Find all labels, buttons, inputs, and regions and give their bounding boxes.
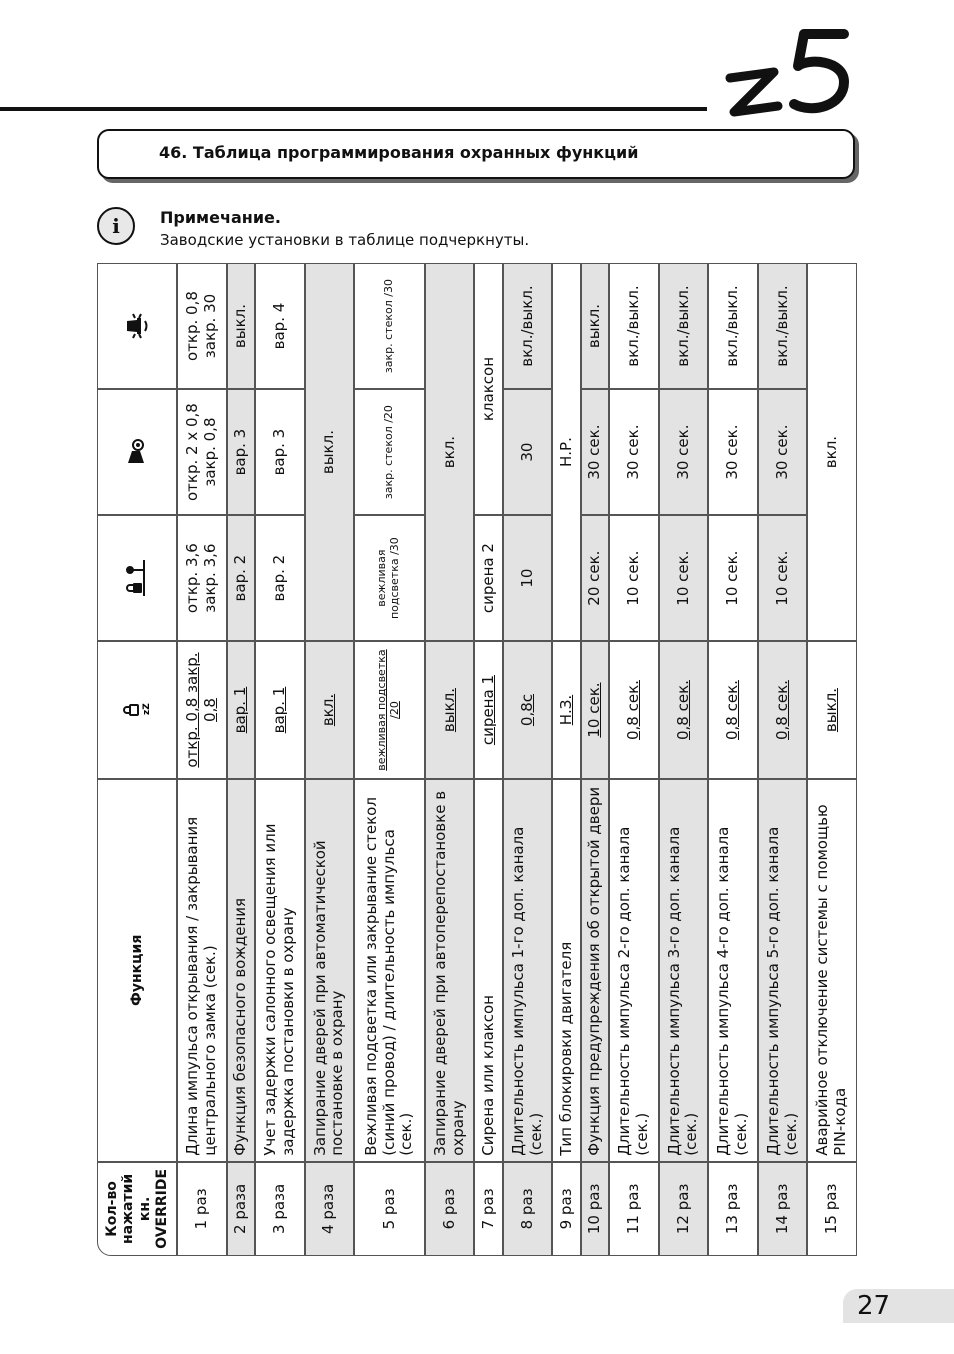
row-value: 30 сек. <box>758 389 808 515</box>
table-row <box>659 263 709 1256</box>
note-title: Примечание. <box>160 208 281 227</box>
row-value: вежливая подсветка /30 <box>354 515 425 641</box>
section-title: 46. Таблица программирования охранных функций <box>159 143 639 162</box>
info-icon: i <box>97 207 135 245</box>
row-count: 10 раз <box>581 1162 609 1256</box>
row-value: вкл./выкл. <box>708 263 758 389</box>
header-count: Кол-во нажатий кн. OVERRIDE <box>97 1162 177 1256</box>
row-value: откр. 3,6 закр. 3,6 <box>177 515 227 641</box>
row-value: выкл. <box>581 263 609 389</box>
row-count: 2 раза <box>227 1162 255 1256</box>
row-value: 30 сек. <box>659 389 709 515</box>
row-value: вкл./выкл. <box>659 263 709 389</box>
row-value: 30 сек. <box>609 389 659 515</box>
row-function: Длина импульса открывания / закрывания центрального замка (сек.) <box>177 779 227 1162</box>
row-value: вар. 1 <box>255 641 305 779</box>
row-value: Н.З. <box>552 641 580 779</box>
row-value: вар. 2 <box>227 515 255 641</box>
row-value: откр. 0,8 закр. 0,8 <box>177 641 227 779</box>
row-value: сирена 1 <box>474 641 502 779</box>
table-row <box>609 263 659 1256</box>
row-value: вкл. <box>305 641 355 779</box>
row-value: 30 сек. <box>708 389 758 515</box>
z5-logo-graphic <box>712 20 862 120</box>
row-function: Учет задержки салонного освещения или задержка постановки в охрану <box>255 779 305 1162</box>
row-value: вкл./выкл. <box>503 263 553 389</box>
table-row <box>503 263 553 1256</box>
row-function: Длительность импульса 3-го доп. канала (сек.) <box>659 779 709 1162</box>
table-row <box>305 263 355 1256</box>
row-value: сирена 2 <box>474 515 502 641</box>
row-value: выкл. <box>305 263 355 641</box>
table-row <box>227 263 255 1256</box>
table-row <box>758 263 808 1256</box>
row-value: откр. 0,8 закр. 30 <box>177 263 227 389</box>
row-value: 10 сек. <box>581 641 609 779</box>
row-value: вежливая подсветка /20 <box>354 641 425 779</box>
row-count: 4 раза <box>305 1162 355 1256</box>
horn-icon <box>97 389 177 515</box>
row-count: 15 раз <box>807 1162 857 1256</box>
row-value: 0,8 сек. <box>708 641 758 779</box>
row-count: 1 раз <box>177 1162 227 1256</box>
lock-zz-icon <box>97 641 177 779</box>
row-value: 10 сек. <box>659 515 709 641</box>
table-row <box>177 263 227 1256</box>
row-value: 10 сек. <box>758 515 808 641</box>
row-value: выкл. <box>807 641 857 779</box>
row-function: Сирена или клаксон <box>474 779 502 1162</box>
page-number: 27 <box>843 1289 954 1323</box>
siren-icon <box>97 263 177 389</box>
row-value: вар. 3 <box>255 389 305 515</box>
table-row <box>581 263 609 1256</box>
table-row <box>552 263 580 1256</box>
row-function: Вежливая подсветка или закрывание стекол (синий провод) / длительность импульса (сек.) <box>354 779 425 1162</box>
row-count: 7 раз <box>474 1162 502 1256</box>
table-row <box>474 263 502 1256</box>
row-value: 20 сек. <box>581 515 609 641</box>
row-value: вкл./выкл. <box>609 263 659 389</box>
row-value: 30 сек. <box>581 389 609 515</box>
table-row <box>255 263 305 1256</box>
note-text: Заводские установки в таблице подчеркнуты. <box>160 231 530 249</box>
row-value: вар. 1 <box>227 641 255 779</box>
row-count: 6 раз <box>425 1162 475 1256</box>
row-function: Функция безопасного вождения <box>227 779 255 1162</box>
row-value: 0,8 сек. <box>659 641 709 779</box>
row-count: 13 раз <box>708 1162 758 1256</box>
row-count: 12 раз <box>659 1162 709 1256</box>
table-header-row <box>97 263 177 1256</box>
row-value: 10 сек. <box>708 515 758 641</box>
row-function: Длительность импульса 2-го доп. канала (сек.) <box>609 779 659 1162</box>
row-function: Длительность импульса 1-го доп. канала (сек.) <box>503 779 553 1162</box>
row-value: вкл. <box>425 263 475 641</box>
row-value: закр. стекол /20 <box>354 389 425 515</box>
row-value: закр. стекол /30 <box>354 263 425 389</box>
table-row <box>708 263 758 1256</box>
header-rule <box>0 107 707 111</box>
row-count: 9 раз <box>552 1162 580 1256</box>
row-count: 14 раз <box>758 1162 808 1256</box>
row-value: клаксон <box>474 263 502 515</box>
row-count: 11 раз <box>609 1162 659 1256</box>
lock-key-icon <box>97 515 177 641</box>
row-value: вар. 2 <box>255 515 305 641</box>
row-function: Функция предупреждения об открытой двери <box>581 779 609 1162</box>
row-function: Запирание дверей при автоматической постановке в охрану <box>305 779 355 1162</box>
row-function: Аварийное отключение системы с помощью PIN-кода <box>807 779 857 1162</box>
row-value: 0,8с <box>503 641 553 779</box>
row-value: вар. 4 <box>255 263 305 389</box>
row-function: Длительность импульса 4-го доп. канала (сек.) <box>708 779 758 1162</box>
table-row <box>425 263 475 1256</box>
row-value: вкл. <box>807 263 857 641</box>
row-value: 10 сек. <box>609 515 659 641</box>
row-value: вкл./выкл. <box>758 263 808 389</box>
row-value: 10 <box>503 515 553 641</box>
row-function: Запирание дверей при автоперепостановке в охрану <box>425 779 475 1162</box>
row-function: Тип блокировки двигателя <box>552 779 580 1162</box>
programming-table-container <box>97 263 857 1256</box>
section-header <box>97 129 855 179</box>
row-value: 0,8 сек. <box>758 641 808 779</box>
row-function: Длительность импульса 5-го доп. канала (сек.) <box>758 779 808 1162</box>
row-value: выкл. <box>425 641 475 779</box>
row-value: откр. 2 x 0,8 закр. 0,8 <box>177 389 227 515</box>
row-value: 30 <box>503 389 553 515</box>
svg-text:zZ: zZ <box>141 703 152 716</box>
row-count: 3 раза <box>255 1162 305 1256</box>
row-value: вар. 3 <box>227 389 255 515</box>
row-count: 8 раз <box>503 1162 553 1256</box>
row-value: 0,8 сек. <box>609 641 659 779</box>
table-row <box>354 263 425 1256</box>
row-value: выкл. <box>227 263 255 389</box>
row-value: Н.Р. <box>552 263 580 641</box>
header-function: Функция <box>97 779 177 1162</box>
programming-table <box>97 263 857 1256</box>
z5-logo <box>712 20 862 120</box>
table-row <box>807 263 857 1256</box>
row-count: 5 раз <box>354 1162 425 1256</box>
rotated-table <box>97 263 857 1256</box>
